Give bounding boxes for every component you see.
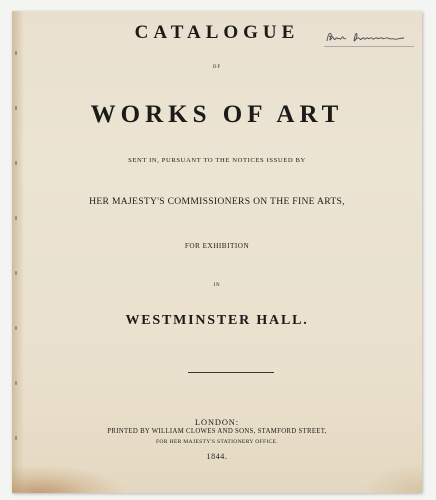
title-works-of-art: WORKS OF ART [90,101,344,128]
imprint-printer: PRINTED BY WILLIAM CLOWES AND SONS, STAMFORD STREET, [107,428,327,435]
title-catalogue: CATALOGUE [134,22,300,43]
divider-rule [188,372,274,373]
binding-stitch [15,216,17,220]
imprint-year: 1844. [206,452,228,461]
binding-stitch [15,381,17,385]
imprint-office: FOR HER MAJESTY'S STATIONERY OFFICE. [156,439,278,445]
connector-in: IN [213,283,221,288]
subtitle-sent-in: SENT IN, PURSUANT TO THE NOTICES ISSUED BY [128,157,306,164]
subtitle-for-exhibition: FOR EXHIBITION [184,242,250,250]
binding-stitch [15,271,17,275]
title-westminster-hall: WESTMINSTER HALL. [125,313,309,328]
paper-stain [362,463,422,493]
signature-scribble [324,28,414,46]
subtitle-commissioners: HER MAJESTY'S COMMISSIONERS ON THE FINE ARTS, [89,196,345,207]
imprint-city: LONDON: [195,418,239,427]
handwritten-signature [324,28,414,47]
paper-stain [12,467,122,493]
connector-of: OF [212,65,222,70]
binding-stitch [15,51,17,55]
